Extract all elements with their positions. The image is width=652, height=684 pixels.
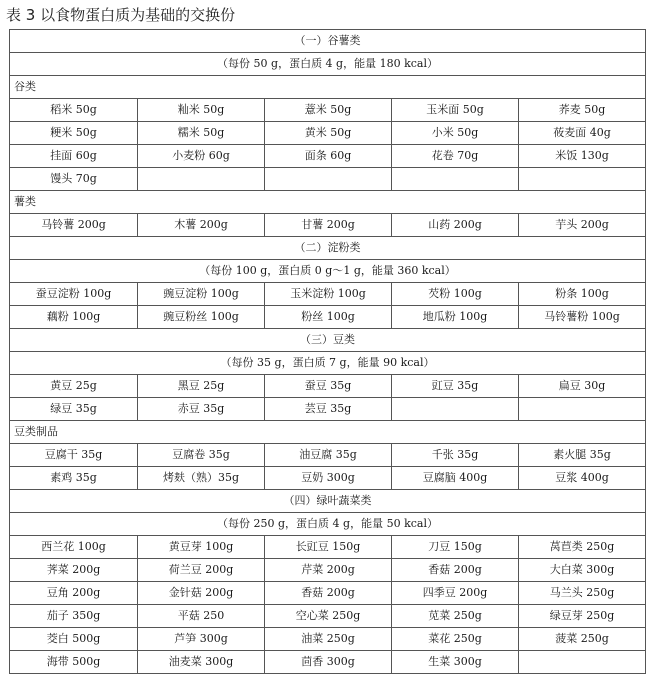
table-row: [10, 536, 646, 559]
food-cell: 豆角 200g: [10, 582, 138, 605]
group-subtitle: （每份 250 g，蛋白质 4 g，能量 50 kcal）: [10, 513, 646, 536]
food-cell: 空心菜 250g: [265, 605, 392, 628]
group-subtitle: （每份 35 g，蛋白质 7 g，能量 90 kcal）: [10, 352, 646, 375]
food-cell: [519, 168, 646, 191]
food-cell: 黄豆 25g: [10, 375, 138, 398]
food-cell: 豇豆 35g: [392, 375, 519, 398]
group-subtitle-row: [10, 53, 646, 76]
food-cell: 茴香 300g: [265, 651, 392, 674]
food-cell: 玉米淀粉 100g: [265, 283, 392, 306]
food-cell: 荠菜 200g: [10, 559, 138, 582]
food-cell: 芡粉 100g: [392, 283, 519, 306]
food-cell: 稻米 50g: [10, 99, 138, 122]
food-cell: 豌豆粉丝 100g: [138, 306, 265, 329]
table-row: [10, 122, 646, 145]
table-row: [10, 605, 646, 628]
table-row: [10, 99, 646, 122]
category-label: 薯类: [10, 191, 646, 214]
food-cell: 莜麦面 40g: [519, 122, 646, 145]
food-cell: 粳米 50g: [10, 122, 138, 145]
table-row: [10, 651, 646, 674]
food-cell: 素鸡 35g: [10, 467, 138, 490]
food-cell: 小麦粉 60g: [138, 145, 265, 168]
food-cell: 千张 35g: [392, 444, 519, 467]
food-cell: 籼米 50g: [138, 99, 265, 122]
protein-exchange-table: [9, 29, 646, 674]
table-row: [10, 628, 646, 651]
food-cell: 油菜 250g: [265, 628, 392, 651]
category-label: 谷类: [10, 76, 646, 99]
table-row: [10, 145, 646, 168]
table-row: [10, 375, 646, 398]
food-cell: 藕粉 100g: [10, 306, 138, 329]
food-cell: 荷兰豆 200g: [138, 559, 265, 582]
food-cell: 豌豆淀粉 100g: [138, 283, 265, 306]
category-row: [10, 421, 646, 444]
food-cell: 马铃薯 200g: [10, 214, 138, 237]
food-cell: 馒头 70g: [10, 168, 138, 191]
food-cell: 山药 200g: [392, 214, 519, 237]
food-cell: 油麦菜 300g: [138, 651, 265, 674]
food-cell: 面条 60g: [265, 145, 392, 168]
group-title-row: [10, 490, 646, 513]
food-cell: 香菇 200g: [265, 582, 392, 605]
food-cell: 豆奶 300g: [265, 467, 392, 490]
food-cell: 木薯 200g: [138, 214, 265, 237]
food-cell: 豆浆 400g: [519, 467, 646, 490]
food-cell: 四季豆 200g: [392, 582, 519, 605]
food-cell: 米饭 130g: [519, 145, 646, 168]
food-cell: 小米 50g: [392, 122, 519, 145]
food-cell: 茭白 500g: [10, 628, 138, 651]
food-cell: 长豇豆 150g: [265, 536, 392, 559]
category-row: [10, 191, 646, 214]
group-title-row: [10, 237, 646, 260]
food-cell: 粉条 100g: [519, 283, 646, 306]
table-row: [10, 398, 646, 421]
food-cell: 芸豆 35g: [265, 398, 392, 421]
food-cell: 薏米 50g: [265, 99, 392, 122]
food-cell: 黄豆芽 100g: [138, 536, 265, 559]
food-cell: 糯米 50g: [138, 122, 265, 145]
food-cell: 刀豆 150g: [392, 536, 519, 559]
food-cell: 芋头 200g: [519, 214, 646, 237]
food-cell: 黄米 50g: [265, 122, 392, 145]
food-cell: 绿豆 35g: [10, 398, 138, 421]
food-cell: [138, 168, 265, 191]
food-cell: [519, 398, 646, 421]
food-cell: 马兰头 250g: [519, 582, 646, 605]
food-cell: 茄子 350g: [10, 605, 138, 628]
group-title-row: [10, 329, 646, 352]
group-subtitle-row: [10, 513, 646, 536]
food-cell: 黑豆 25g: [138, 375, 265, 398]
food-cell: 生菜 300g: [392, 651, 519, 674]
group-title: （四）绿叶蔬菜类: [10, 490, 646, 513]
food-cell: 金针菇 200g: [138, 582, 265, 605]
group-subtitle: （每份 50 g，蛋白质 4 g，能量 180 kcal）: [10, 53, 646, 76]
food-cell: 菠菜 250g: [519, 628, 646, 651]
group-subtitle: （每份 100 g，蛋白质 0 g～1 g，能量 360 kcal）: [10, 260, 646, 283]
food-cell: [392, 168, 519, 191]
table-caption: 表 3 以食物蛋白质为基础的交换份: [6, 6, 236, 24]
food-cell: [265, 168, 392, 191]
group-title: （一）谷薯类: [10, 30, 646, 53]
food-cell: 地瓜粉 100g: [392, 306, 519, 329]
group-title-row: [10, 30, 646, 53]
food-cell: 莴苣类 250g: [519, 536, 646, 559]
food-cell: 豆腐卷 35g: [138, 444, 265, 467]
food-cell: 挂面 60g: [10, 145, 138, 168]
food-cell: 马铃薯粉 100g: [519, 306, 646, 329]
food-cell: 绿豆芽 250g: [519, 605, 646, 628]
food-cell: 大白菜 300g: [519, 559, 646, 582]
group-title: （二）淀粉类: [10, 237, 646, 260]
table-row: [10, 283, 646, 306]
food-cell: 荞麦 50g: [519, 99, 646, 122]
food-cell: 甘薯 200g: [265, 214, 392, 237]
table-row: [10, 306, 646, 329]
food-cell: 西兰花 100g: [10, 536, 138, 559]
table-row: [10, 582, 646, 605]
food-cell: 芦笋 300g: [138, 628, 265, 651]
food-cell: 蚕豆淀粉 100g: [10, 283, 138, 306]
food-cell: 粉丝 100g: [265, 306, 392, 329]
food-cell: 玉米面 50g: [392, 99, 519, 122]
food-cell: 蚕豆 35g: [265, 375, 392, 398]
food-cell: 香菇 200g: [392, 559, 519, 582]
table-row: [10, 214, 646, 237]
food-cell: 油豆腐 35g: [265, 444, 392, 467]
table-row: [10, 444, 646, 467]
table-row: [10, 467, 646, 490]
food-cell: 赤豆 35g: [138, 398, 265, 421]
food-cell: 豆腐干 35g: [10, 444, 138, 467]
group-subtitle-row: [10, 352, 646, 375]
category-row: [10, 76, 646, 99]
food-cell: 苋菜 250g: [392, 605, 519, 628]
table-row: [10, 559, 646, 582]
food-cell: 芹菜 200g: [265, 559, 392, 582]
food-cell: 豆腐脑 400g: [392, 467, 519, 490]
food-cell: 菜花 250g: [392, 628, 519, 651]
food-cell: 平菇 250: [138, 605, 265, 628]
group-subtitle-row: [10, 260, 646, 283]
food-cell: [519, 651, 646, 674]
food-cell: 烤麸（熟）35g: [138, 467, 265, 490]
group-title: （三）豆类: [10, 329, 646, 352]
food-cell: 花卷 70g: [392, 145, 519, 168]
food-cell: 素火腿 35g: [519, 444, 646, 467]
food-cell: [392, 398, 519, 421]
food-cell: 海带 500g: [10, 651, 138, 674]
category-label: 豆类制品: [10, 421, 646, 444]
food-cell: 扁豆 30g: [519, 375, 646, 398]
table-row: [10, 168, 646, 191]
